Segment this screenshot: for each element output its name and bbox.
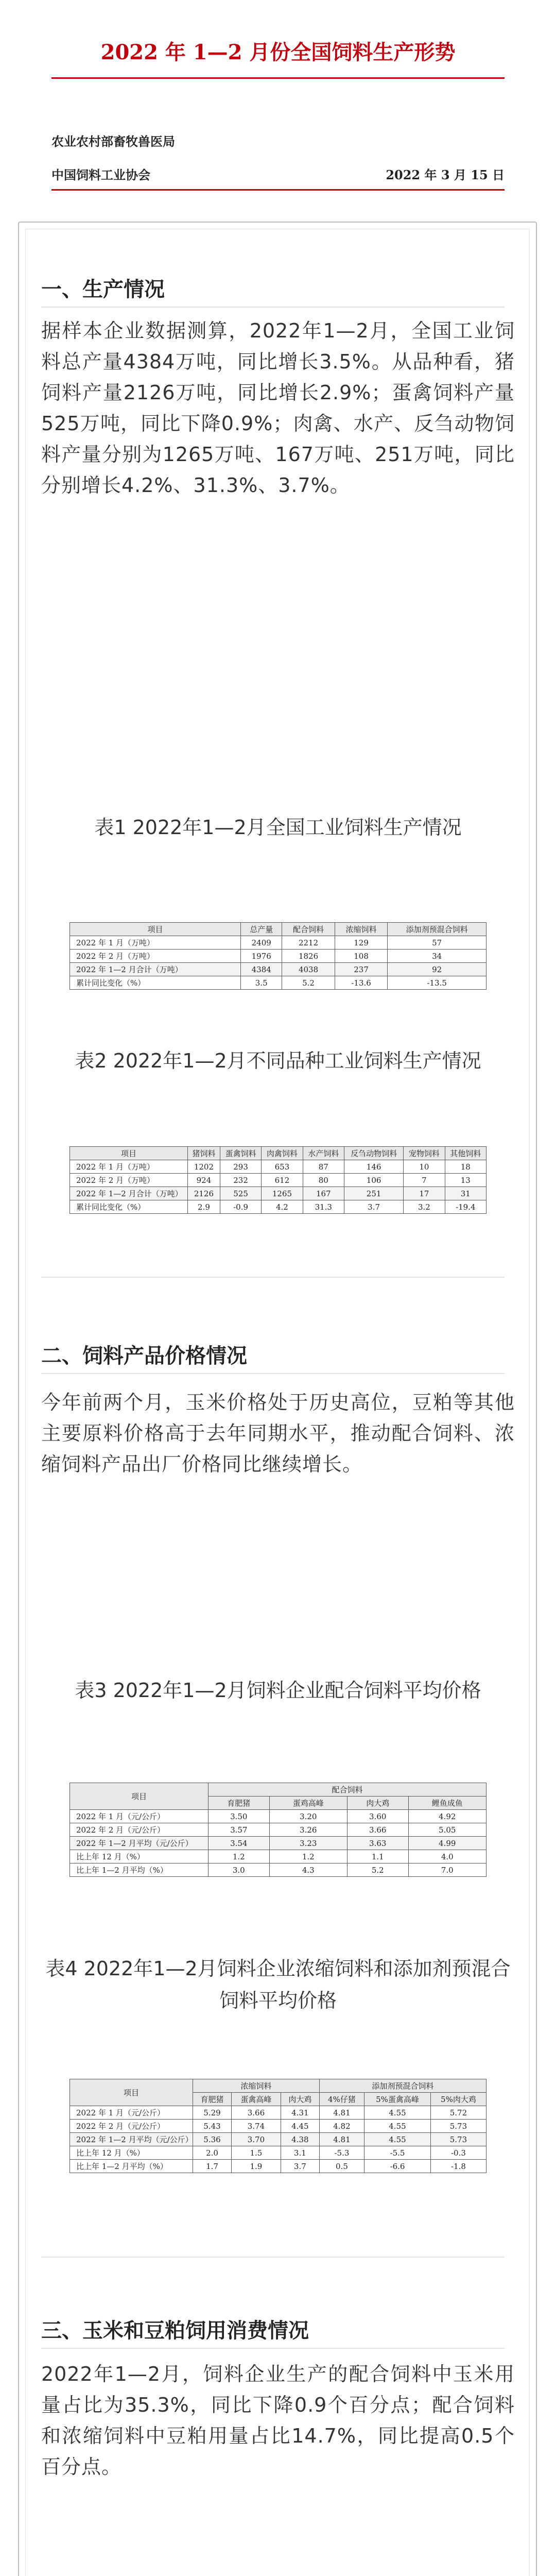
table-cell: 5.43	[193, 2120, 232, 2133]
table-cell: -13.6	[335, 976, 388, 990]
table4	[70, 2079, 486, 2173]
table-header-cell: 育肥猪	[208, 1797, 270, 1810]
table-row	[70, 1850, 486, 1863]
document-title: 2022 年 1—2 月份全国饲料生产形势	[100, 40, 456, 64]
table-cell: 比上年 12 月（%）	[70, 2146, 193, 2160]
table-cell: 2022 年 1 月（元/公斤）	[70, 1810, 208, 1823]
table-header-cell: 蛋禽饲料	[220, 1147, 261, 1160]
table-cell: 13	[445, 1174, 486, 1187]
table-header-cell: 水产饲料	[303, 1147, 344, 1160]
table-cell: 3.7	[344, 1200, 403, 1214]
table-cell: 293	[220, 1160, 261, 1174]
table-cell: 87	[303, 1160, 344, 1174]
section-production-text: 据样本企业数据测算，2022年1—2月，全国工业饲料总产量4384万吨，同比增长3.5%。从品种看，猪饲料产量2126万吨，同比增长2.9%；蛋禽饲料产量525万吨，同比下降0.9%；肉禽、水产、反刍动物饲料产量分别为1265万吨、167万吨、251万吨，同比分别增长4.2%、31.3%、3.7%。	[41, 319, 515, 497]
org-name-1: 农业农村部畜牧兽医局	[51, 134, 175, 149]
table-cell: 129	[335, 936, 388, 950]
table-cell: 1.1	[347, 1850, 408, 1863]
table-row	[70, 976, 486, 990]
table-cell: 3.7	[281, 2160, 319, 2173]
table-header-cell: 肉禽饲料	[262, 1147, 303, 1160]
table-cell: 924	[188, 1174, 220, 1187]
table-cell: 4.81	[319, 2133, 364, 2146]
table-cell: 31	[445, 1187, 486, 1200]
table-cell: 1202	[188, 1160, 220, 1174]
table-group-header: 配合饲料	[208, 1783, 486, 1797]
table-header-cell: 肉大鸡	[281, 2093, 319, 2106]
table-cell: 2022 年 2 月（元/公斤）	[70, 1823, 208, 1837]
table-row	[70, 1810, 486, 1823]
table-cell: 3.5	[241, 976, 282, 990]
table-group-header: 浓缩饲料	[193, 2079, 320, 2093]
table-cell: -19.4	[445, 1200, 486, 1214]
table-cell: 653	[262, 1160, 303, 1174]
table-row	[70, 2133, 486, 2146]
table-cell: -6.6	[364, 2160, 431, 2173]
table-cell: 3.20	[269, 1810, 347, 1823]
table-cell: 92	[388, 963, 486, 976]
title-rule	[51, 77, 505, 79]
table-cell: 3.1	[281, 2146, 319, 2160]
table1	[70, 922, 486, 990]
section-price-heading: 二、饲料产品价格情况	[41, 1344, 247, 1368]
table-cell: 7.0	[408, 1863, 486, 1877]
table-header-cell: 猪饲料	[188, 1147, 220, 1160]
table-cell: 5.05	[408, 1823, 486, 1837]
table-cell: 2022 年 1 月（万吨）	[70, 1160, 188, 1174]
table-header-row	[70, 1147, 486, 1160]
table-row	[70, 2120, 486, 2133]
table-cell: 2409	[241, 936, 282, 950]
table-header-cell: 项目	[70, 1783, 208, 1810]
table-header-cell: 配合饲料	[282, 923, 335, 936]
table-cell: 5.2	[347, 1863, 408, 1877]
table-cell: 4.99	[408, 1837, 486, 1850]
table-row	[70, 963, 486, 976]
table-cell: 3.23	[269, 1837, 347, 1850]
table-header-cell: 总产量	[241, 923, 282, 936]
table-cell: 108	[335, 950, 388, 963]
table-cell: 57	[388, 936, 486, 950]
table-header-cell: 蛋禽高峰	[232, 2093, 281, 2106]
table-cell: 3.50	[208, 1810, 270, 1823]
table-row	[70, 1823, 486, 1837]
table-cell: 4.45	[281, 2120, 319, 2133]
table-cell: 5.29	[193, 2106, 232, 2120]
table-group-header: 添加剂预混合饲料	[319, 2079, 486, 2093]
table-row	[70, 1160, 486, 1174]
table-cell: 34	[388, 950, 486, 963]
table-cell: 167	[303, 1187, 344, 1200]
table-cell: 2126	[188, 1187, 220, 1200]
table-cell: 1.2	[208, 1850, 270, 1863]
table-cell: -1.8	[430, 2160, 486, 2173]
table-cell: 4.55	[364, 2133, 431, 2146]
table-header-cell: 蛋鸡高峰	[269, 1797, 347, 1810]
table-cell: 3.70	[232, 2133, 281, 2146]
table-cell: 4.81	[319, 2106, 364, 2120]
table4-title: 表4 2022年1—2月饲料企业浓缩饲料和添加剂预混合饲料平均价格	[45, 1957, 511, 2012]
table3	[70, 1783, 486, 1877]
table-header-row	[70, 2079, 486, 2093]
table-cell: -0.3	[430, 2146, 486, 2160]
table-cell: 4.82	[319, 2120, 364, 2133]
table-cell: -5.5	[364, 2146, 431, 2160]
section-consumption-text: 2022年1—2月，饲料企业生产的配合饲料中玉米用量占比为35.3%，同比下降0.9个百分点；配合饲料和浓缩饲料中豆粕用量占比14.7%，同比提高0.5个百分点。	[41, 2363, 515, 2478]
table-cell: 4384	[241, 963, 282, 976]
table-header-cell: 项目	[70, 923, 241, 936]
table-row	[70, 936, 486, 950]
table-row	[70, 1837, 486, 1850]
table-row	[70, 2106, 486, 2120]
table1-title: 表1 2022年1—2月全国工业饲料生产情况	[94, 816, 462, 839]
table-row	[70, 2146, 486, 2160]
table-cell: 0.5	[319, 2160, 364, 2173]
table-cell: 2022 年 1—2 月平均（元/公斤）	[70, 2133, 193, 2146]
table2	[70, 1146, 486, 1214]
table-cell: 2022 年 1—2 月合计（万吨）	[70, 963, 241, 976]
table3-title: 表3 2022年1—2月饲料企业配合饲料平均价格	[75, 1679, 481, 1702]
table-header-cell: 4%仔猪	[319, 2093, 364, 2106]
table-cell: 4.38	[281, 2133, 319, 2146]
table2-title: 表2 2022年1—2月不同品种工业饲料生产情况	[75, 1049, 481, 1072]
table-cell: 5.73	[430, 2133, 486, 2146]
table-cell: 251	[344, 1187, 403, 1200]
table-cell: 1.5	[232, 2146, 281, 2160]
table-cell: 2022 年 2 月（万吨）	[70, 1174, 188, 1187]
table-cell: -5.3	[319, 2146, 364, 2160]
table-cell: 3.54	[208, 1837, 270, 1850]
table-cell: 2.0	[193, 2146, 232, 2160]
table-cell: 4.0	[408, 1850, 486, 1863]
table-cell: 525	[220, 1187, 261, 1200]
table-cell: 比上年 1—2 月平均（%）	[70, 2160, 193, 2173]
section-price-text: 今年前两个月，玉米价格处于历史高位，豆粕等其他主要原料价格高于去年同期水平，推动配合饲料、浓缩饲料产品出厂价格同比继续增长。	[41, 1391, 515, 1476]
table-cell: 1.2	[269, 1850, 347, 1863]
table-cell: 1.7	[193, 2160, 232, 2173]
table-cell: 2022 年 2 月（元/公斤）	[70, 2120, 193, 2133]
table-cell: 2022 年 1—2 月合计（万吨）	[70, 1187, 188, 1200]
table-cell: 5.36	[193, 2133, 232, 2146]
table-cell: 2212	[282, 936, 335, 950]
table-row	[70, 1174, 486, 1187]
table-cell: 18	[445, 1160, 486, 1174]
section-divider	[41, 2348, 505, 2349]
table-cell: 4.55	[364, 2120, 431, 2133]
table-cell: 7	[404, 1174, 445, 1187]
table-header-cell: 添加剂预混合饲料	[388, 923, 486, 936]
table-cell: 4.2	[262, 1200, 303, 1214]
table-header-cell: 鲤鱼成鱼	[408, 1797, 486, 1810]
issue-date: 2022 年 3 月 15 日	[386, 167, 505, 182]
table-cell: 1826	[282, 950, 335, 963]
table-cell: 3.26	[269, 1823, 347, 1837]
section-consumption-heading: 三、玉米和豆粕饲用消费情况	[41, 2319, 309, 2343]
table-cell: 3.2	[404, 1200, 445, 1214]
section-divider	[41, 1277, 505, 1278]
table-cell: 1265	[262, 1187, 303, 1200]
table-cell: 4.55	[364, 2106, 431, 2120]
table-row	[70, 2160, 486, 2173]
org-name-2: 中国饲料工业协会	[51, 167, 150, 182]
table-cell: 4038	[282, 963, 335, 976]
table-cell: 4.3	[269, 1863, 347, 1877]
table-cell: 1976	[241, 950, 282, 963]
table-cell: 比上年 1—2 月平均（%）	[70, 1863, 208, 1877]
table-header-row	[70, 1783, 486, 1797]
table-header-cell: 项目	[70, 2079, 193, 2106]
table-header-cell: 育肥猪	[193, 2093, 232, 2106]
table-cell: 31.3	[303, 1200, 344, 1214]
header-rule	[51, 189, 505, 191]
table-cell: 3.66	[347, 1823, 408, 1837]
table-header-row	[70, 923, 486, 936]
table-cell: 2.9	[188, 1200, 220, 1214]
section-production-heading: 一、生产情况	[41, 278, 165, 301]
document-header	[0, 0, 556, 192]
table-header-cell: 其他饲料	[445, 1147, 486, 1160]
table-header-cell: 5%肉大鸡	[430, 2093, 486, 2106]
table-cell: 1.9	[232, 2160, 281, 2173]
table-cell: 17	[404, 1187, 445, 1200]
table-header-cell: 宠物饲料	[404, 1147, 445, 1160]
table-cell: 2022 年 1 月（万吨）	[70, 936, 241, 950]
table-cell: 5.72	[430, 2106, 486, 2120]
table-cell: -0.9	[220, 1200, 261, 1214]
table-cell: 2022 年 1 月（元/公斤）	[70, 2106, 193, 2120]
table-cell: 3.63	[347, 1837, 408, 1850]
table-row	[70, 1863, 486, 1877]
section-divider	[41, 1373, 505, 1374]
table-row	[70, 950, 486, 963]
table-cell: 106	[344, 1174, 403, 1187]
table-header-cell: 肉大鸡	[347, 1797, 408, 1810]
table-cell: 3.57	[208, 1823, 270, 1837]
table-cell: 3.66	[232, 2106, 281, 2120]
table-cell: 10	[404, 1160, 445, 1174]
table-header-cell: 反刍动物饲料	[344, 1147, 403, 1160]
table-cell: 3.0	[208, 1863, 270, 1877]
table-row	[70, 1200, 486, 1214]
table-cell: 146	[344, 1160, 403, 1174]
table-cell: 4.92	[408, 1810, 486, 1823]
table-cell: 5.73	[430, 2120, 486, 2133]
table-cell: 比上年 12 月（%）	[70, 1850, 208, 1863]
section-divider	[41, 2257, 505, 2258]
table-header-cell: 项目	[70, 1147, 188, 1160]
table-row	[70, 1187, 486, 1200]
table-cell: 3.60	[347, 1810, 408, 1823]
table-cell: -13.5	[388, 976, 486, 990]
table-cell: 237	[335, 963, 388, 976]
table-cell: 5.2	[282, 976, 335, 990]
table-cell: 612	[262, 1174, 303, 1187]
table-cell: 3.74	[232, 2120, 281, 2133]
table-cell: 累计同比变化（%）	[70, 1200, 188, 1214]
table-cell: 232	[220, 1174, 261, 1187]
table-header-cell: 浓缩饲料	[335, 923, 388, 936]
table-cell: 2022 年 2 月（万吨）	[70, 950, 241, 963]
table-header-cell: 5%蛋禽高峰	[364, 2093, 431, 2106]
table-cell: 80	[303, 1174, 344, 1187]
section-divider	[41, 307, 505, 308]
table-cell: 2022 年 1—2 月平均（元/公斤）	[70, 1837, 208, 1850]
table-cell: 4.31	[281, 2106, 319, 2120]
table-cell: 累计同比变化（%）	[70, 976, 241, 990]
